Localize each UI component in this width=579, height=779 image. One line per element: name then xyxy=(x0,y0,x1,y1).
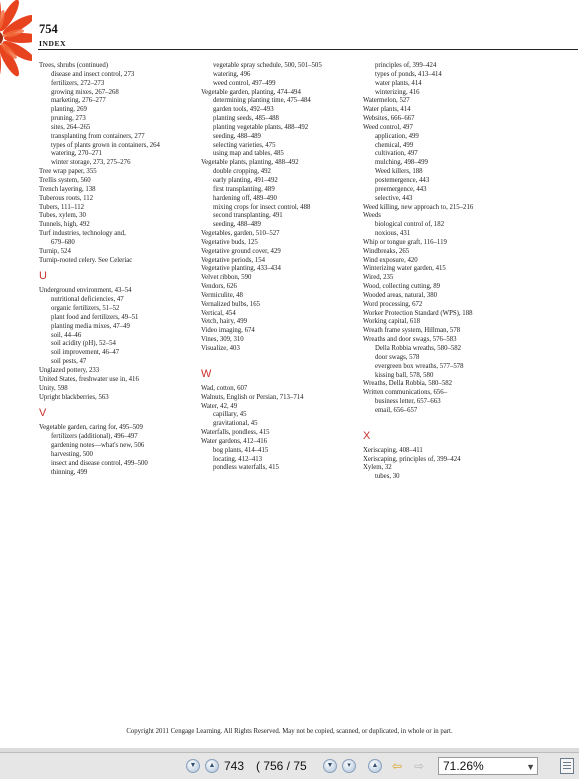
previous-page-icon[interactable]: ▼ xyxy=(186,759,200,773)
forward-arrow-icon[interactable]: ⇨ xyxy=(413,759,425,773)
index-subentry: business letter, 657–663 xyxy=(375,398,441,406)
index-subentry: principles of, 399–424 xyxy=(375,62,437,69)
index-entry: Unity, 598 xyxy=(39,384,68,392)
index-subentry: pruning, 273 xyxy=(51,115,86,123)
index-subentry: watering, 496 xyxy=(213,70,251,78)
index-subentry: insect and disease control, 499–500 xyxy=(51,459,148,467)
index-entry: Vegetative planting, 433–434 xyxy=(201,265,281,273)
flower-decoration xyxy=(0,0,32,82)
index-subentry: fertilizers, 272–273 xyxy=(51,79,105,87)
index-entry: Vernalized bulbs, 165 xyxy=(201,300,261,308)
index-entry: Whip or tongue graft, 116–119 xyxy=(363,238,447,246)
chevron-down-icon[interactable]: ▼ xyxy=(526,762,535,772)
index-subentry: organic fertilizers, 51–52 xyxy=(51,305,120,313)
index-subentry: determining planting time, 475–484 xyxy=(213,97,311,105)
index-subentry: planting media mixes, 47–49 xyxy=(51,322,130,330)
index-entry: Wreaths and door swags, 576–583 xyxy=(363,336,457,344)
index-subentry: transplanting from containers, 277 xyxy=(51,132,145,140)
index-entry: Wired, 235 xyxy=(363,274,394,282)
index-entry: Word processing, 672 xyxy=(363,300,423,308)
index-entry: Wreath frame system, Hillman, 578 xyxy=(363,327,461,335)
index-subentry: noxious, 431 xyxy=(375,230,411,238)
index-entry: Trench layering, 138 xyxy=(39,185,96,193)
index-entry: Vertical, 454 xyxy=(201,309,236,317)
index-subentry: sites, 264–265 xyxy=(51,123,91,131)
index-subentry: biological control of, 182 xyxy=(375,221,445,229)
index-subentry: selective, 443 xyxy=(375,194,413,202)
page-thumbnails-icon[interactable] xyxy=(560,758,574,774)
next-page-icon[interactable]: ▲ xyxy=(205,759,219,773)
index-subentry: marketing, 276–277 xyxy=(51,97,106,105)
index-subentry: gardening notes—what's new, 506 xyxy=(51,442,145,450)
index-subentry: email, 656–657 xyxy=(375,406,418,414)
index-entry: Xeriscaping, principles of, 399–424 xyxy=(363,455,461,463)
index-entry: Velvet ribbon, 590 xyxy=(201,274,252,282)
page-number-input[interactable]: 743 xyxy=(224,759,245,773)
index-subentry: Della Robbia wreaths, 580–582 xyxy=(375,345,462,352)
index-subentry: mixing crops for insect control, 488 xyxy=(213,203,311,211)
index-subentry: application, 499 xyxy=(375,132,419,140)
index-column-3 xyxy=(363,62,523,482)
column-spacer xyxy=(201,354,361,363)
index-subentry: soil pests, 47 xyxy=(51,358,87,366)
zoom-value: 71.26% xyxy=(443,759,484,773)
index-subentry: soil, 44–46 xyxy=(51,331,82,339)
index-entry: Tuberous roots, 112 xyxy=(39,194,94,202)
copyright-notice: Copyright 2011 Cengage Learning. All Rights Reserved. May not be copied, scanned, or duplicated, in whole or in part. xyxy=(126,728,453,735)
index-entry: Turnip, 524 xyxy=(39,247,71,255)
index-subentry: seeding, 488–489 xyxy=(213,132,261,140)
index-entry: Vegetative ground cover, 429 xyxy=(201,247,281,255)
index-subentry: types of plants grown in containers, 264 xyxy=(51,141,160,149)
dropdown-arrow-icon[interactable]: ▾ xyxy=(342,759,356,773)
index-entry: Worker Protection Standard (WPS), 188 xyxy=(363,309,473,317)
index-subentry: disease and insect control, 273 xyxy=(51,70,135,78)
index-entry: Working capital, 618 xyxy=(363,318,421,326)
index-subentry: planting seeds, 485–488 xyxy=(213,115,279,123)
index-entry: Vegetative periods, 154 xyxy=(201,256,265,264)
header-rule xyxy=(38,49,578,50)
index-entry: Visualize, 403 xyxy=(201,345,240,352)
back-arrow-icon[interactable]: ⇦ xyxy=(391,759,403,773)
index-entry: Vegetable plants, planting, 488–492 xyxy=(201,159,299,167)
index-entry: Water gardens, 412–416 xyxy=(201,437,268,445)
index-entry: United States, freshwater use in, 416 xyxy=(39,375,139,383)
index-subentry: mulching, 498–499 xyxy=(375,159,428,167)
index-entry: Websites, 666–667 xyxy=(363,115,415,123)
index-subentry: fertilizers (additional), 496–497 xyxy=(51,433,138,441)
index-subentry: soil improvement, 46–47 xyxy=(51,349,120,357)
index-entry: Water, 42, 49 xyxy=(201,402,238,410)
index-entry: Vetch, hairy, 499 xyxy=(201,318,247,326)
index-entry: Wad, cotton, 607 xyxy=(201,384,248,392)
index-entry: Vegetable garden, planting, 474–494 xyxy=(201,88,301,96)
index-entry: Tunnels, high, 492 xyxy=(39,221,90,229)
index-subentry: gravitational, 45 xyxy=(213,420,258,428)
page-scroll-up-icon[interactable]: ▲ xyxy=(368,759,382,773)
letter-heading: V xyxy=(39,407,47,420)
index-entry: Turf industries, technology and, xyxy=(39,230,126,238)
index-subentry: early planting, 491–492 xyxy=(213,176,278,184)
index-subentry: seeding, 488–489 xyxy=(213,221,261,229)
index-subentry: nutritional deficiencies, 47 xyxy=(51,296,124,304)
index-entry: Unglazed pottery, 233 xyxy=(39,367,100,374)
index-entry: Walnuts, English or Persian, 713–714 xyxy=(201,393,304,401)
pdf-viewer-toolbar xyxy=(0,752,579,779)
index-subentry: tubes, 30 xyxy=(375,473,400,481)
index-subentry: vegetable spray schedule, 500, 501–505 xyxy=(213,62,322,69)
index-entry: Wind exposure, 420 xyxy=(363,256,418,264)
index-entry: Upright blackberries, 563 xyxy=(39,393,109,401)
index-entry: Tubers, 111–112 xyxy=(39,203,85,211)
letter-heading: X xyxy=(363,429,371,442)
index-subentry: hardening off, 489–490 xyxy=(213,194,277,202)
index-subentry: bog plants, 414–415 xyxy=(213,446,269,454)
index-subentry: garden tools, 492–493 xyxy=(213,106,274,114)
index-entry: Xeriscaping, 408–411 xyxy=(363,446,423,454)
index-entry: Winterizing water garden, 415 xyxy=(363,265,446,273)
index-subentry: preemergence, 443 xyxy=(375,185,427,193)
index-subentry: plant food and fertilizers, 49–51 xyxy=(51,313,139,321)
index-entry: Wreaths, Della Robbia, 580–582 xyxy=(363,380,453,388)
index-entry: Water plants, 414 xyxy=(363,106,411,114)
index-entry: Vegetables, garden, 510–527 xyxy=(201,230,280,238)
index-subentry: double cropping, 492 xyxy=(213,168,271,176)
index-subentry: harvesting, 500 xyxy=(51,450,93,458)
index-subentry: postemergence, 443 xyxy=(375,176,430,184)
section-title: INDEX xyxy=(39,39,67,48)
page-scroll-down-icon[interactable]: ▼ xyxy=(323,759,337,773)
index-entry: Trellis system, 560 xyxy=(39,176,91,184)
index-subentry: locating, 412–413 xyxy=(213,455,263,463)
index-subentry: thinning, 499 xyxy=(51,468,88,476)
index-subentry: cultivation, 497 xyxy=(375,150,418,158)
index-subentry: types of ponds, 413–414 xyxy=(375,70,442,78)
index-entry: Weed killing, new approach to, 215–216 xyxy=(363,203,474,211)
index-entry: Vendors, 626 xyxy=(201,283,237,291)
index-entry: Waterfalls, pondless, 415 xyxy=(201,429,270,437)
index-subentry: planting vegetable plants, 488–492 xyxy=(213,123,309,131)
index-subentry: using map and tables, 485 xyxy=(213,150,284,158)
index-entry: Tree wrap paper, 355 xyxy=(39,168,97,176)
index-entry: Tubes, xylem, 30 xyxy=(39,212,86,220)
index-subentry: pondless waterfalls, 415 xyxy=(213,464,279,472)
index-entry: Vegetative buds, 125 xyxy=(201,238,258,246)
index-entry: Weeds xyxy=(363,212,381,220)
index-entry: Turnip-rooted celery. See Celeriac xyxy=(39,256,133,264)
index-entry: Wood, collecting cutting, 89 xyxy=(363,283,441,291)
index-subentry: planting, 269 xyxy=(51,106,87,114)
index-subentry: second transplanting, 491 xyxy=(213,212,283,220)
page-counter: ( 756 / 75 xyxy=(256,759,307,773)
index-subentry: growing mixes, 267–268 xyxy=(51,88,119,96)
index-entry: Windbreaks, 265 xyxy=(363,247,410,255)
index-subentry: winter storage, 273, 275–276 xyxy=(51,159,131,167)
index-subentry: selecting varieties, 475 xyxy=(213,141,276,149)
index-entry: Wooded areas, natural, 380 xyxy=(363,291,438,299)
page-number: 754 xyxy=(39,22,58,36)
index-column-1 xyxy=(39,62,199,477)
index-subentry: first transplanting, 489 xyxy=(213,185,275,193)
zoom-select[interactable] xyxy=(438,757,538,775)
index-entry: Video imaging, 674 xyxy=(201,327,255,335)
index-entry: Watermelon, 527 xyxy=(363,97,410,105)
index-subentry: Weed killers, 188 xyxy=(375,168,423,176)
index-subentry: evergreen box wreaths, 577–578 xyxy=(375,362,464,370)
index-subentry: kissing ball, 578, 580 xyxy=(375,371,434,379)
index-subentry: door swags, 578 xyxy=(375,353,420,361)
letter-heading: U xyxy=(39,270,47,283)
index-entry: Underground environment, 43–54 xyxy=(39,287,132,295)
index-subentry: watering, 270–271 xyxy=(51,150,102,158)
index-subentry: 679–680 xyxy=(51,238,75,246)
index-entry: Trees, shrubs (continued) xyxy=(39,62,109,69)
letter-heading: W xyxy=(201,367,212,380)
index-subentry: soil acidity (pH), 52–54 xyxy=(51,340,116,348)
index-entry: Written communications, 656– xyxy=(363,389,448,397)
index-entry: Vines, 309, 310 xyxy=(201,336,244,344)
index-subentry: weed control, 497–499 xyxy=(213,79,276,87)
index-subentry: winterizing, 416 xyxy=(375,88,420,96)
index-entry: Xylem, 32 xyxy=(363,464,392,472)
index-entry: Vegetable garden, caring for, 495–509 xyxy=(39,424,143,432)
index-subentry: chemical, 499 xyxy=(375,141,414,149)
column-spacer xyxy=(363,416,523,425)
index-subentry: capillary, 45 xyxy=(213,411,247,419)
index-entry: Weed control, 497 xyxy=(363,123,413,131)
index-subentry: water plants, 414 xyxy=(375,79,422,87)
index-entry: Vermiculite, 48 xyxy=(201,291,243,299)
index-column-2 xyxy=(201,62,361,473)
